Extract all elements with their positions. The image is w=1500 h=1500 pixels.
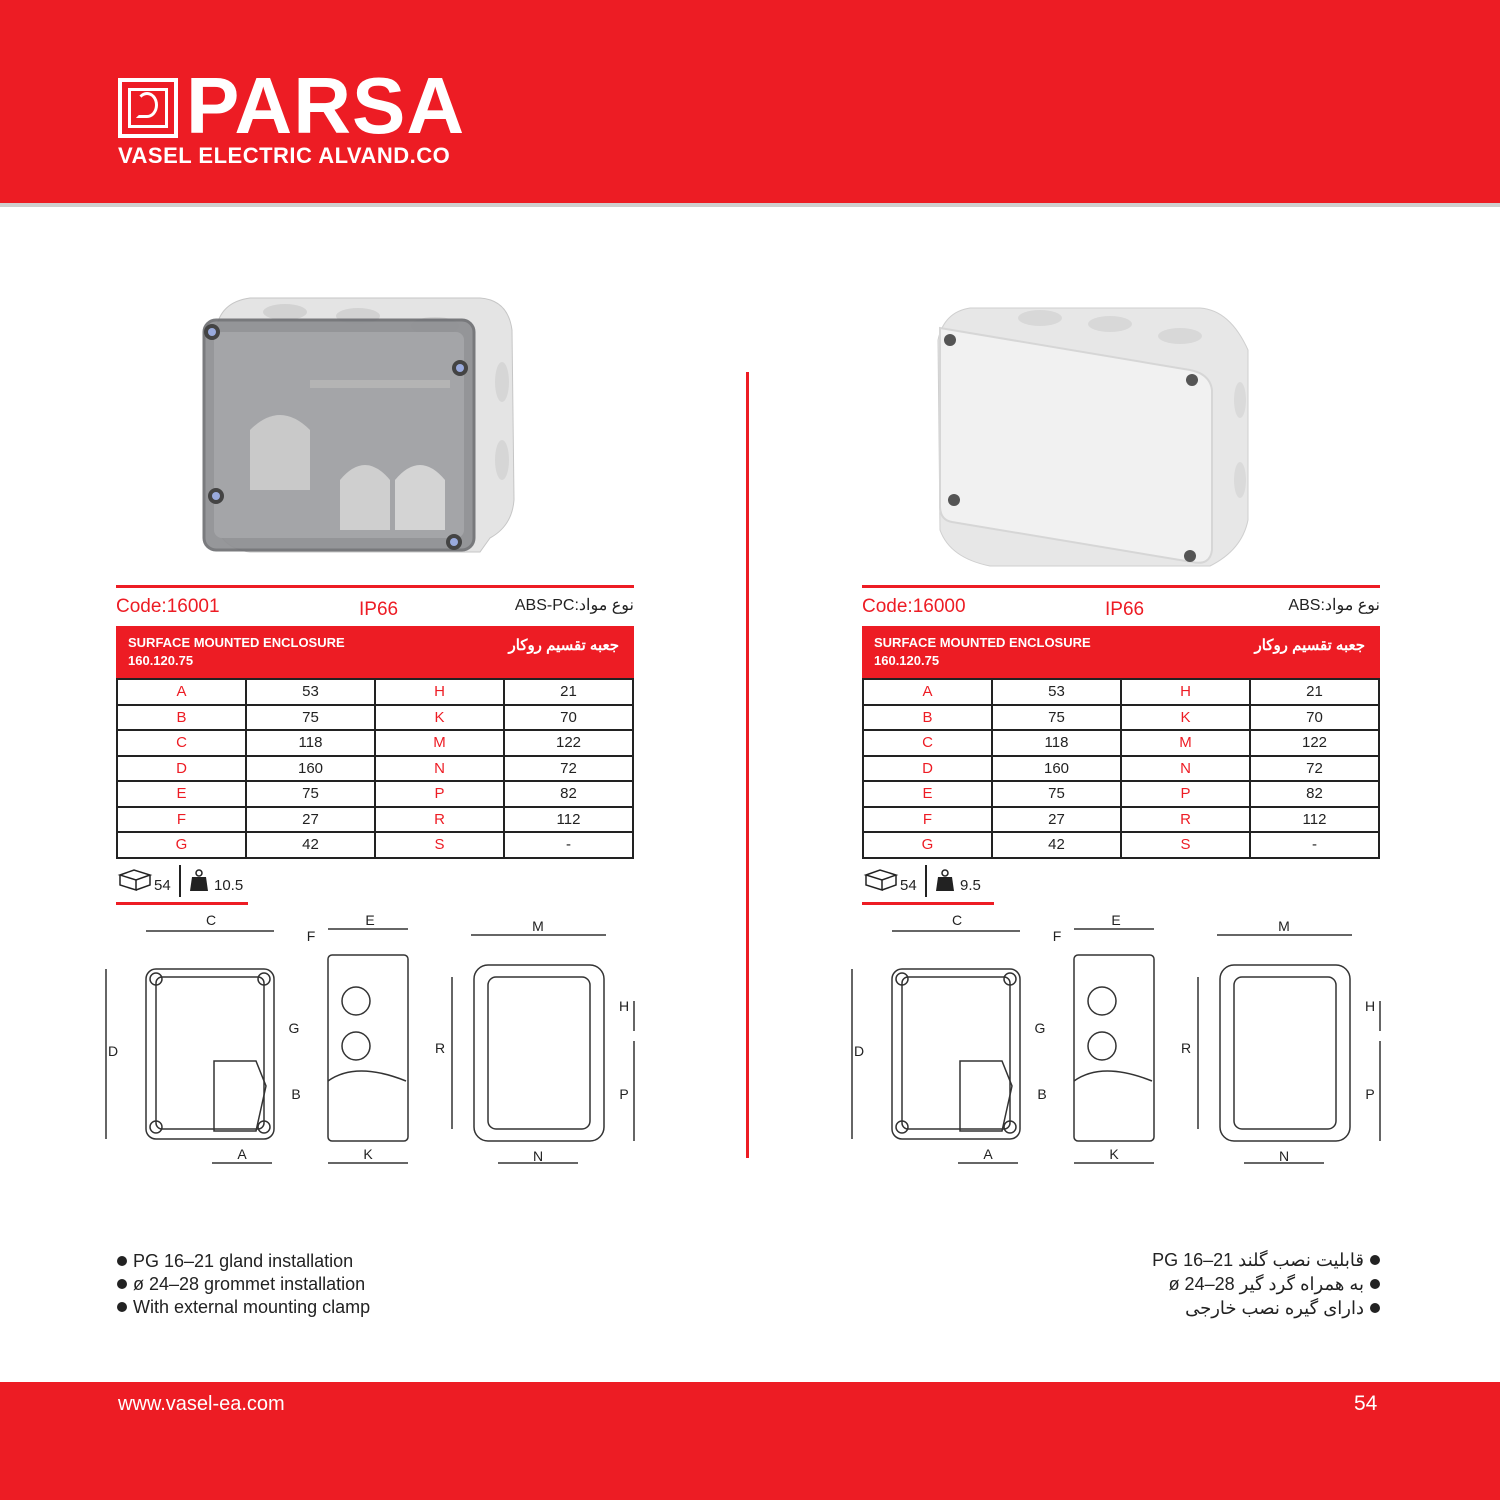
ip-rating: IP66: [1105, 599, 1145, 620]
dim-value: 27: [246, 807, 375, 833]
dim-key: K: [375, 705, 504, 731]
dim-value: 122: [504, 730, 633, 756]
label-m: M: [532, 918, 544, 934]
label-p: P: [619, 1086, 629, 1102]
dim-value: 122: [1250, 730, 1379, 756]
label-a: A: [237, 1146, 247, 1162]
bullet-icon: [1370, 1255, 1380, 1265]
dim-key: F: [863, 807, 992, 833]
packaging-info: [116, 865, 256, 897]
features-list-en: [117, 1250, 370, 1319]
label-e: E: [1111, 912, 1121, 928]
feature-text: قابلیت نصب گلند PG 16–21: [1152, 1250, 1364, 1270]
list-item: [117, 1296, 370, 1319]
dim-key: N: [1121, 756, 1250, 782]
label-g: G: [288, 1020, 300, 1036]
dim-key: H: [375, 679, 504, 705]
table-row: [117, 832, 633, 858]
dim-value: 112: [1250, 807, 1379, 833]
dim-key: M: [375, 730, 504, 756]
feature-text: ø 24–28 grommet installation: [133, 1274, 366, 1294]
dimensions-table: [862, 678, 1380, 859]
table-row: [117, 730, 633, 756]
pack-quantity: 54: [900, 877, 917, 894]
dim-value: 75: [992, 705, 1121, 731]
dim-key: A: [863, 679, 992, 705]
list-item: [1152, 1248, 1380, 1272]
label-m: M: [1278, 918, 1290, 934]
dim-key: H: [1121, 679, 1250, 705]
dim-value: 42: [246, 832, 375, 858]
pack-weight: 9.5: [960, 877, 981, 894]
dim-key: N: [375, 756, 504, 782]
page-number: 54: [1354, 1392, 1378, 1415]
dim-value: 82: [504, 781, 633, 807]
label-d: D: [854, 1043, 865, 1059]
spec-title-en: SURFACE MOUNTED ENCLOSURE: [128, 635, 345, 650]
dimension-drawing: [108, 911, 646, 1173]
dim-key: E: [863, 781, 992, 807]
dim-key: F: [117, 807, 246, 833]
table-row: [863, 679, 1379, 705]
ip-rating: IP66: [359, 599, 399, 620]
features-list-fa: [1152, 1248, 1380, 1320]
label-b: B: [291, 1086, 301, 1102]
dimension-drawing: [854, 911, 1392, 1173]
enclosure-transparent-lid-photo: [190, 290, 530, 560]
feature-text: دارای گیره نصب خارجی: [1185, 1298, 1364, 1318]
carton-box-icon: [864, 869, 898, 891]
dim-value: 21: [1250, 679, 1379, 705]
bullet-icon: [117, 1302, 127, 1312]
carton-box-icon: [118, 869, 152, 891]
pack-rule: [862, 902, 994, 905]
feature-text: به همراه گرد گیر ø 24–28: [1168, 1274, 1364, 1294]
pack-separator: [925, 865, 927, 897]
dim-value: 118: [246, 730, 375, 756]
dim-value: 160: [246, 756, 375, 782]
header-shadow-line: [0, 203, 1500, 207]
dim-value: 42: [992, 832, 1121, 858]
weight-kg-icon: [935, 869, 955, 891]
dim-key: R: [1121, 807, 1250, 833]
dim-key: P: [375, 781, 504, 807]
label-g: G: [1034, 1020, 1046, 1036]
spec-size: 160.120.75: [874, 653, 940, 668]
dim-key: P: [1121, 781, 1250, 807]
dim-key: B: [117, 705, 246, 731]
dim-value: 53: [992, 679, 1121, 705]
weight-kg-icon: [189, 869, 209, 891]
dim-value: 112: [504, 807, 633, 833]
list-item: [1152, 1272, 1380, 1296]
label-k: K: [363, 1146, 373, 1162]
label-c: C: [205, 912, 217, 928]
label-r: R: [434, 1040, 446, 1056]
dim-key: M: [1121, 730, 1250, 756]
material-type: نوع مواد:ABS: [1288, 597, 1380, 614]
table-row: [117, 807, 633, 833]
dim-value: 160: [992, 756, 1121, 782]
list-item: [117, 1250, 370, 1273]
list-item: [1152, 1296, 1380, 1320]
dim-key: S: [375, 832, 504, 858]
table-row: [863, 730, 1379, 756]
dim-key: E: [117, 781, 246, 807]
feature-text: With external mounting clamp: [133, 1297, 371, 1317]
label-f: F: [1052, 928, 1062, 944]
table-row: [117, 705, 633, 731]
dim-key: G: [117, 832, 246, 858]
label-d: D: [108, 1043, 119, 1059]
dim-value: 75: [992, 781, 1121, 807]
spec-title-box: [862, 626, 1380, 678]
spec-title-fa: جعبه تقسیم روکار: [1254, 637, 1365, 654]
bullet-icon: [117, 1256, 127, 1266]
label-k: K: [1109, 1146, 1119, 1162]
dim-value: 21: [504, 679, 633, 705]
table-row: [863, 705, 1379, 731]
feature-text: PG 16–21 gland installation: [133, 1251, 354, 1271]
dim-value: 53: [246, 679, 375, 705]
product-top-rule: [862, 585, 1380, 588]
label-f: F: [306, 928, 316, 944]
dim-value: 72: [1250, 756, 1379, 782]
table-row: [117, 756, 633, 782]
dim-value: 82: [1250, 781, 1379, 807]
company-name: VASEL ELECTRIC ALVAND.CO: [118, 143, 451, 168]
label-a: A: [983, 1146, 993, 1162]
dim-value: 70: [1250, 705, 1379, 731]
bullet-icon: [1370, 1279, 1380, 1289]
dim-value: 75: [246, 705, 375, 731]
dim-value: 75: [246, 781, 375, 807]
pack-quantity: 54: [154, 877, 171, 894]
dim-value: 118: [992, 730, 1121, 756]
spec-title-en: SURFACE MOUNTED ENCLOSURE: [874, 635, 1091, 650]
dim-value: -: [1250, 832, 1379, 858]
table-row: [117, 781, 633, 807]
brand-name: PARSA: [186, 61, 466, 150]
product-code: Code:16000: [862, 596, 966, 617]
bullet-icon: [117, 1279, 127, 1289]
parsa-logo-icon: [118, 78, 178, 138]
label-h: H: [618, 998, 630, 1014]
bullet-icon: [1370, 1303, 1380, 1313]
enclosure-opaque-lid-photo: [930, 300, 1260, 575]
list-item: [117, 1273, 370, 1296]
packaging-info: [862, 865, 1002, 897]
label-c: C: [951, 912, 963, 928]
website-link[interactable]: www.vasel-ea.com: [118, 1393, 285, 1415]
label-b: B: [1037, 1086, 1047, 1102]
table-row: [117, 679, 633, 705]
dim-value: 70: [504, 705, 633, 731]
material-type: نوع مواد:ABS-PC: [514, 597, 634, 614]
table-row: [863, 832, 1379, 858]
dim-key: D: [117, 756, 246, 782]
dimensions-table: [116, 678, 634, 859]
dim-key: S: [1121, 832, 1250, 858]
product-code: Code:16001: [116, 596, 220, 617]
label-r: R: [1180, 1040, 1192, 1056]
dim-key: B: [863, 705, 992, 731]
table-row: [863, 756, 1379, 782]
dim-value: 27: [992, 807, 1121, 833]
pack-weight: 10.5: [214, 877, 244, 894]
dim-key: R: [375, 807, 504, 833]
dim-key: C: [863, 730, 992, 756]
table-row: [863, 781, 1379, 807]
dim-key: D: [863, 756, 992, 782]
product-top-rule: [116, 585, 634, 588]
pack-rule: [116, 902, 248, 905]
pack-separator: [179, 865, 181, 897]
dim-key: G: [863, 832, 992, 858]
label-n: N: [1278, 1148, 1290, 1164]
dim-value: 72: [504, 756, 633, 782]
label-p: P: [1365, 1086, 1375, 1102]
label-h: H: [1364, 998, 1376, 1014]
table-row: [863, 807, 1379, 833]
dim-value: -: [504, 832, 633, 858]
dim-key: K: [1121, 705, 1250, 731]
column-divider: [746, 372, 749, 1158]
label-n: N: [532, 1148, 544, 1164]
spec-size: 160.120.75: [128, 653, 194, 668]
label-e: E: [365, 912, 375, 928]
dim-key: C: [117, 730, 246, 756]
spec-title-fa: جعبه تقسیم روکار: [508, 637, 619, 654]
spec-title-box: [116, 626, 634, 678]
dim-key: A: [117, 679, 246, 705]
